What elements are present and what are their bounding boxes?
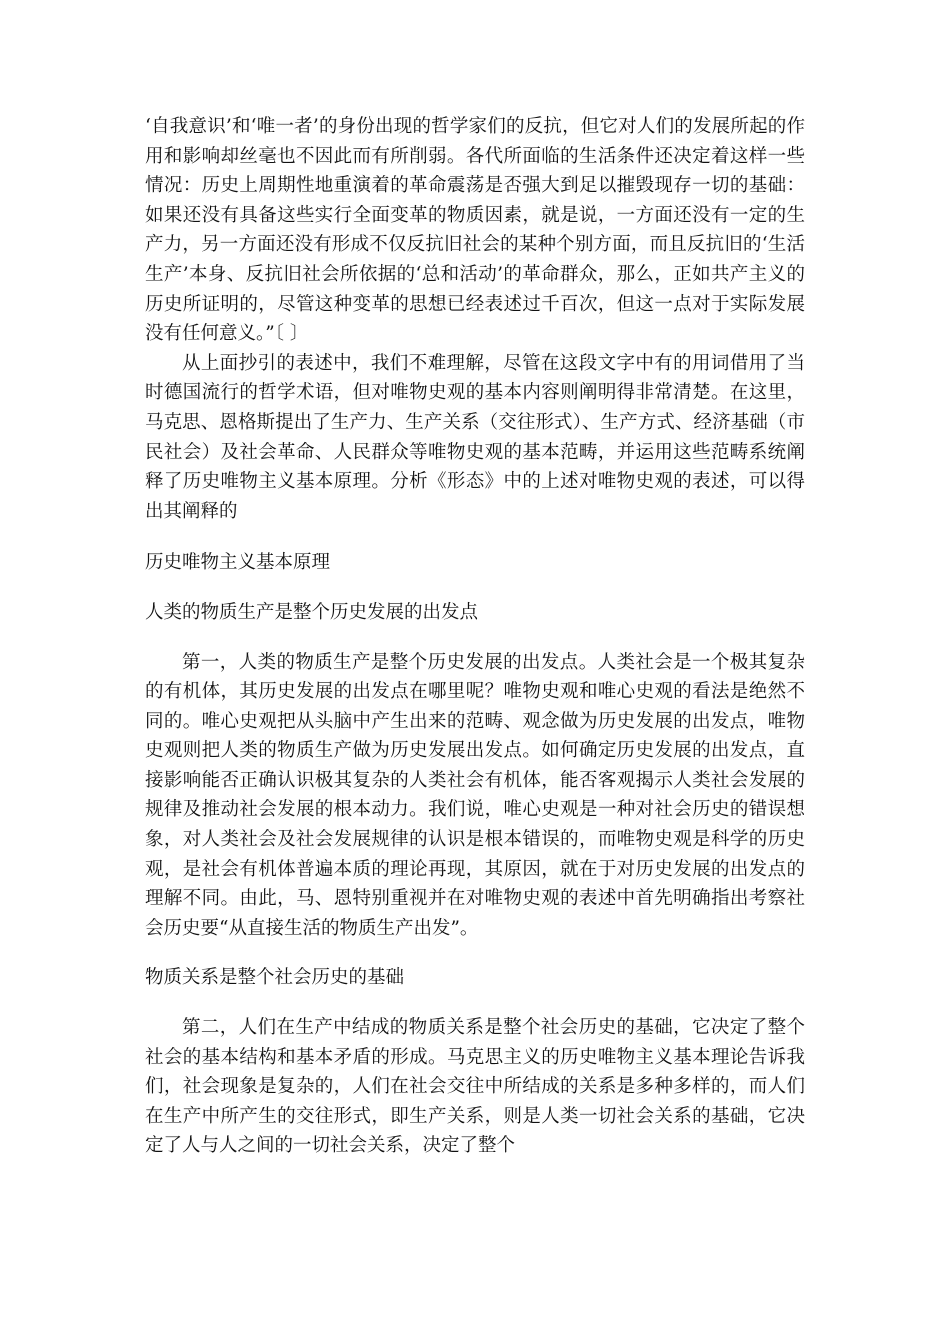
paragraph-second-principle: 第二，人们在生产中结成的物质关系是整个社会历史的基础，它决定了整个社会的基本结构和基本矛盾的形成。马克思主义的历史唯物主义基本理论告诉我们，社会现象是复杂的，人们在社会交往中所结成的关系是多种多样的，而人们在生产中所产生的交往形式，即生产关系，则是人类一切社会关系的基础，它决定了人与人之间的一切社会关系，决定了整个 (145, 1017, 805, 1157)
spacer (145, 526, 805, 548)
paragraph-quote-continuation: ‘自我意识’和‘唯一者’的身份出现的哲学家们的反抗，但它对人们的发展所起的作用和影响却丝毫也不因此而有所削弱。各代所面临的生活条件还决定着这样一些情况：历史上周期性地重演着的革命震荡是否强大到足以摧毁现存一切的基础：如果还没有具备这些实行全面变革的物质因素，就是说，一方面还没有一定的生产力，另一方面还没有形成不仅反抗旧社会的某种个别方面，而且反抗旧的‘生活生产’本身、反抗旧社会所依据的‘总和活动’的革命群众，那么，正如共产主义的历史所证明的，尽管这种变革的思想已经表述过千百次，但这一点对于实际发展没有任何意义。”〔 〕 (145, 116, 805, 345)
section-heading-principles: 历史唯物主义基本原理 (145, 552, 331, 574)
paragraph-analysis: 从上面抄引的表述中，我们不难理解，尽管在这段文字中有的用词借用了当时德国流行的哲学术语，但对唯物史观的基本内容则阐明得非常清楚。在这里，马克思、恩格斯提出了生产力、生产关系（交往形式）、生产方式、经济基础（市民社会）及社会革命、人民群众等唯物史观的基本范畴，并运用这些范畴系统阐释了历史唯物主义基本原理。分析《形态》中的上述对唯物史观的表述，可以得出其阐释的 (145, 352, 805, 522)
document-page (145, 112, 805, 1161)
subheading-material-production: 人类的物质生产是整个历史发展的出发点 (145, 601, 479, 623)
paragraph-first-principle: 第一，人类的物质生产是整个历史发展的出发点。人类社会是一个极其复杂的有机体，其历史发展的出发点在哪里呢？唯物史观和唯心史观的看法是绝然不同的。唯心史观把从头脑中产生出来的范畴、观念做为历史发展的出发点，唯物史观则把人类的物质生产做为历史发展出发点。如何确定历史发展的出发点，直接影响能否正确认识极其复杂的人类社会有机体，能否客观揭示人类社会发展的规律及推动社会发展的根本动力。我们说，唯心史观是一种对社会历史的错误想象，对人类社会及社会发展规律的认识是根本错误的，而唯物史观是科学的历史观，是社会有机体普遍本质的理论再现，其原因，就在于对历史发展的出发点的理解不同。由此，马、恩特别重视并在对唯物史观的表述中首先明确指出考察社会历史要“从直接生活的物质生产出发”。 (145, 651, 805, 939)
spacer (145, 628, 805, 648)
spacer (145, 578, 805, 598)
spacer (145, 943, 805, 963)
spacer (145, 993, 805, 1013)
subheading-material-relations: 物质关系是整个社会历史的基础 (145, 967, 405, 989)
